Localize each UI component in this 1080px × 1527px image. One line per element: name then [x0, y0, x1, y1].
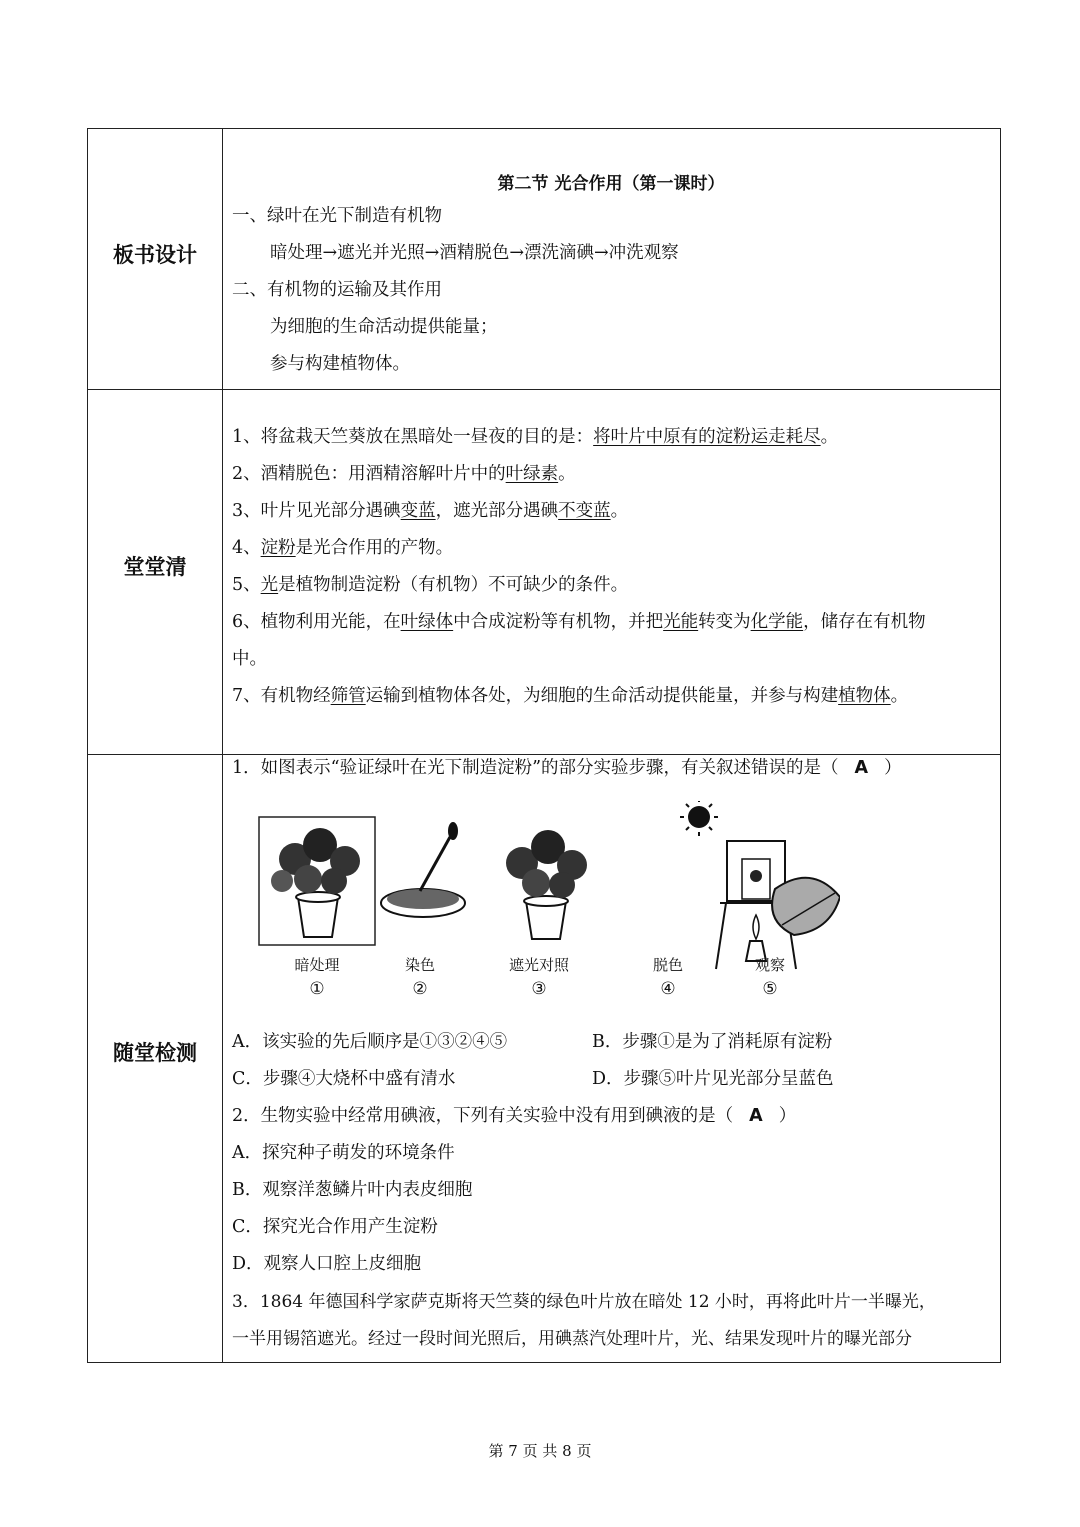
row-divider	[88, 389, 1000, 390]
figure-caption: 暗处理	[294, 956, 340, 974]
clear-item: 4、淀粉是光合作用的产物。	[232, 538, 454, 558]
clear-item: 7、有机物经筛管运输到植物体各处，为细胞的生命活动提供能量，并参与构建植物体。	[232, 686, 909, 706]
figure-caption: 观察	[754, 956, 785, 974]
clear-item: 5、光是植物制造淀粉（有机物）不可缺少的条件。	[232, 575, 629, 595]
lesson-table	[87, 128, 1001, 1363]
q2-option: D．观察人口腔上皮细胞	[232, 1254, 422, 1274]
q1-option: A．该实验的先后顺序是①③②④⑤	[232, 1032, 508, 1052]
figure-number: ⑤	[762, 979, 778, 999]
board-line: 二、有机物的运输及其作用	[232, 280, 442, 300]
column-divider	[222, 129, 223, 1362]
clear-item: 3、叶片见光部分遇碘变蓝，遮光部分遇碘不变蓝。	[232, 501, 629, 521]
clear-item: 中。	[232, 649, 267, 669]
figure-caption: 脱色	[652, 956, 683, 974]
board-line: 一、绿叶在光下制造有机物	[232, 206, 442, 226]
plant-icon	[271, 828, 360, 937]
q1-option: B．步骤①是为了消耗原有淀粉	[592, 1032, 833, 1052]
page-footer: 第 7 页 共 8 页	[488, 1442, 592, 1460]
figure-number: ④	[660, 979, 676, 999]
board-line: 为细胞的生命活动提供能量；	[270, 317, 498, 337]
figure-caption: 遮光对照	[508, 956, 569, 974]
board-line: 暗处理→遮光并光照→酒精脱色→漂洗滴碘→冲洗观察	[270, 243, 679, 263]
q1-option: D．步骤⑤叶片见光部分呈蓝色	[592, 1069, 834, 1089]
question-2: 2．生物实验中经常用碘液，下列有关实验中没有用到碘液的是（ A ）	[232, 1106, 797, 1126]
figure-caption: 染色	[404, 956, 435, 974]
figure-number: ③	[531, 979, 547, 999]
figure-number: ②	[412, 979, 428, 999]
board-design-label: 板书设计	[113, 243, 197, 267]
board-title: 第二节 光合作用（第一课时）	[497, 174, 725, 194]
question-1: 1．如图表示“验证绿叶在光下制造淀粉”的部分实验步骤，有关叙述错误的是（ A ）	[232, 758, 902, 778]
clear-label: 堂堂清	[123, 555, 187, 579]
figure-number: ①	[309, 979, 325, 999]
q2-option: C．探究光合作用产生淀粉	[232, 1217, 438, 1237]
question-3-line: 一半用锡箔遮光。经过一段时间光照后，用碘蒸汽处理叶片，光、结果发现叶片的曝光部分	[232, 1329, 912, 1349]
board-line: 参与构建植物体。	[270, 354, 410, 374]
test-label: 随堂检测	[113, 1041, 197, 1065]
clear-item: 2、酒精脱色：用酒精溶解叶片中的叶绿素。	[232, 464, 576, 484]
row-divider	[88, 754, 1000, 755]
clear-item: 6、植物利用光能，在叶绿体中合成淀粉等有机物，并把光能转变为化学能，储存在有机物	[232, 612, 926, 632]
q1-option: C．步骤④大烧杯中盛有清水	[232, 1069, 456, 1089]
q2-option: B．观察洋葱鳞片叶内表皮细胞	[232, 1180, 473, 1200]
experiment-figure	[250, 801, 840, 1011]
q2-option: A．探究种子萌发的环境条件	[232, 1143, 455, 1163]
clear-item: 1、将盆栽天竺葵放在黑暗处一昼夜的目的是：将叶片中原有的淀粉运走耗尽。	[232, 427, 839, 447]
question-3-line: 3．1864 年德国科学家萨克斯将天竺葵的绿色叶片放在暗处 12 小时，再将此叶片一半曝光，	[232, 1292, 936, 1312]
